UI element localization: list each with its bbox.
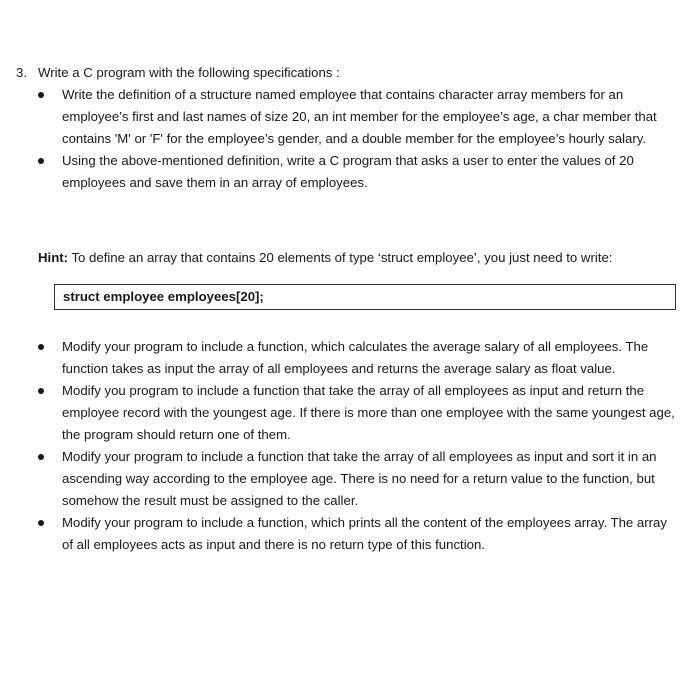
list-item-text: Using the above-mentioned definition, write a C program that asks a user to enter the values of 20 employees and save them in an array of employees. <box>62 153 634 190</box>
hint-line <box>38 248 612 268</box>
bullet-icon <box>38 344 44 350</box>
list-item-text: Write the definition of a structure named employee that contains character array members for an employee’s first and last names of size 20, an int member for the employee’s age, a char member that contains 'M' or 'F' for the employee’s gender, and a double member for the employee’s hourly salary. <box>62 87 657 146</box>
list-item-text: Modify you program to include a function that take the array of all employees as input and return the employee record with the youngest age. If there is more than one employee with the same youngest age, the program should return one of them. <box>62 383 675 442</box>
hint-text: To define an array that contains 20 elements of type ‘struct employee’, you just need to write: <box>68 250 613 265</box>
bullet-icon <box>38 92 44 98</box>
specification-list <box>38 84 678 194</box>
modification-list <box>38 336 678 556</box>
hint-label: Hint: <box>38 250 69 265</box>
list-item <box>38 446 678 512</box>
question-number: 3. <box>16 65 27 80</box>
bullet-icon <box>38 520 44 526</box>
question-heading <box>16 63 340 83</box>
list-item <box>38 336 678 380</box>
question-title: Write a C program with the following specifications : <box>38 65 340 80</box>
list-item <box>38 150 660 194</box>
list-item <box>38 512 678 556</box>
list-item-text: Modify your program to include a function, which prints all the content of the employees array. The array of all employees acts as input and there is no return type of this function. <box>62 515 667 552</box>
list-item-text: Modify your program to include a function, which calculates the average salary of all employees. The function takes as input the array of all employees and returns the average salary as float value. <box>62 339 649 376</box>
code-snippet-box: struct employee employees[20]; <box>54 284 676 310</box>
list-item-text: Modify your program to include a function that take the array of all employees as input and sort it in an ascending way according to the employee age. There is no need for a return value to the function, but somehow the result must be assigned to the caller. <box>62 449 657 508</box>
bullet-icon <box>38 388 44 394</box>
bullet-icon <box>38 454 44 460</box>
list-item <box>38 380 678 446</box>
list-item <box>38 84 660 150</box>
bullet-icon <box>38 158 44 164</box>
